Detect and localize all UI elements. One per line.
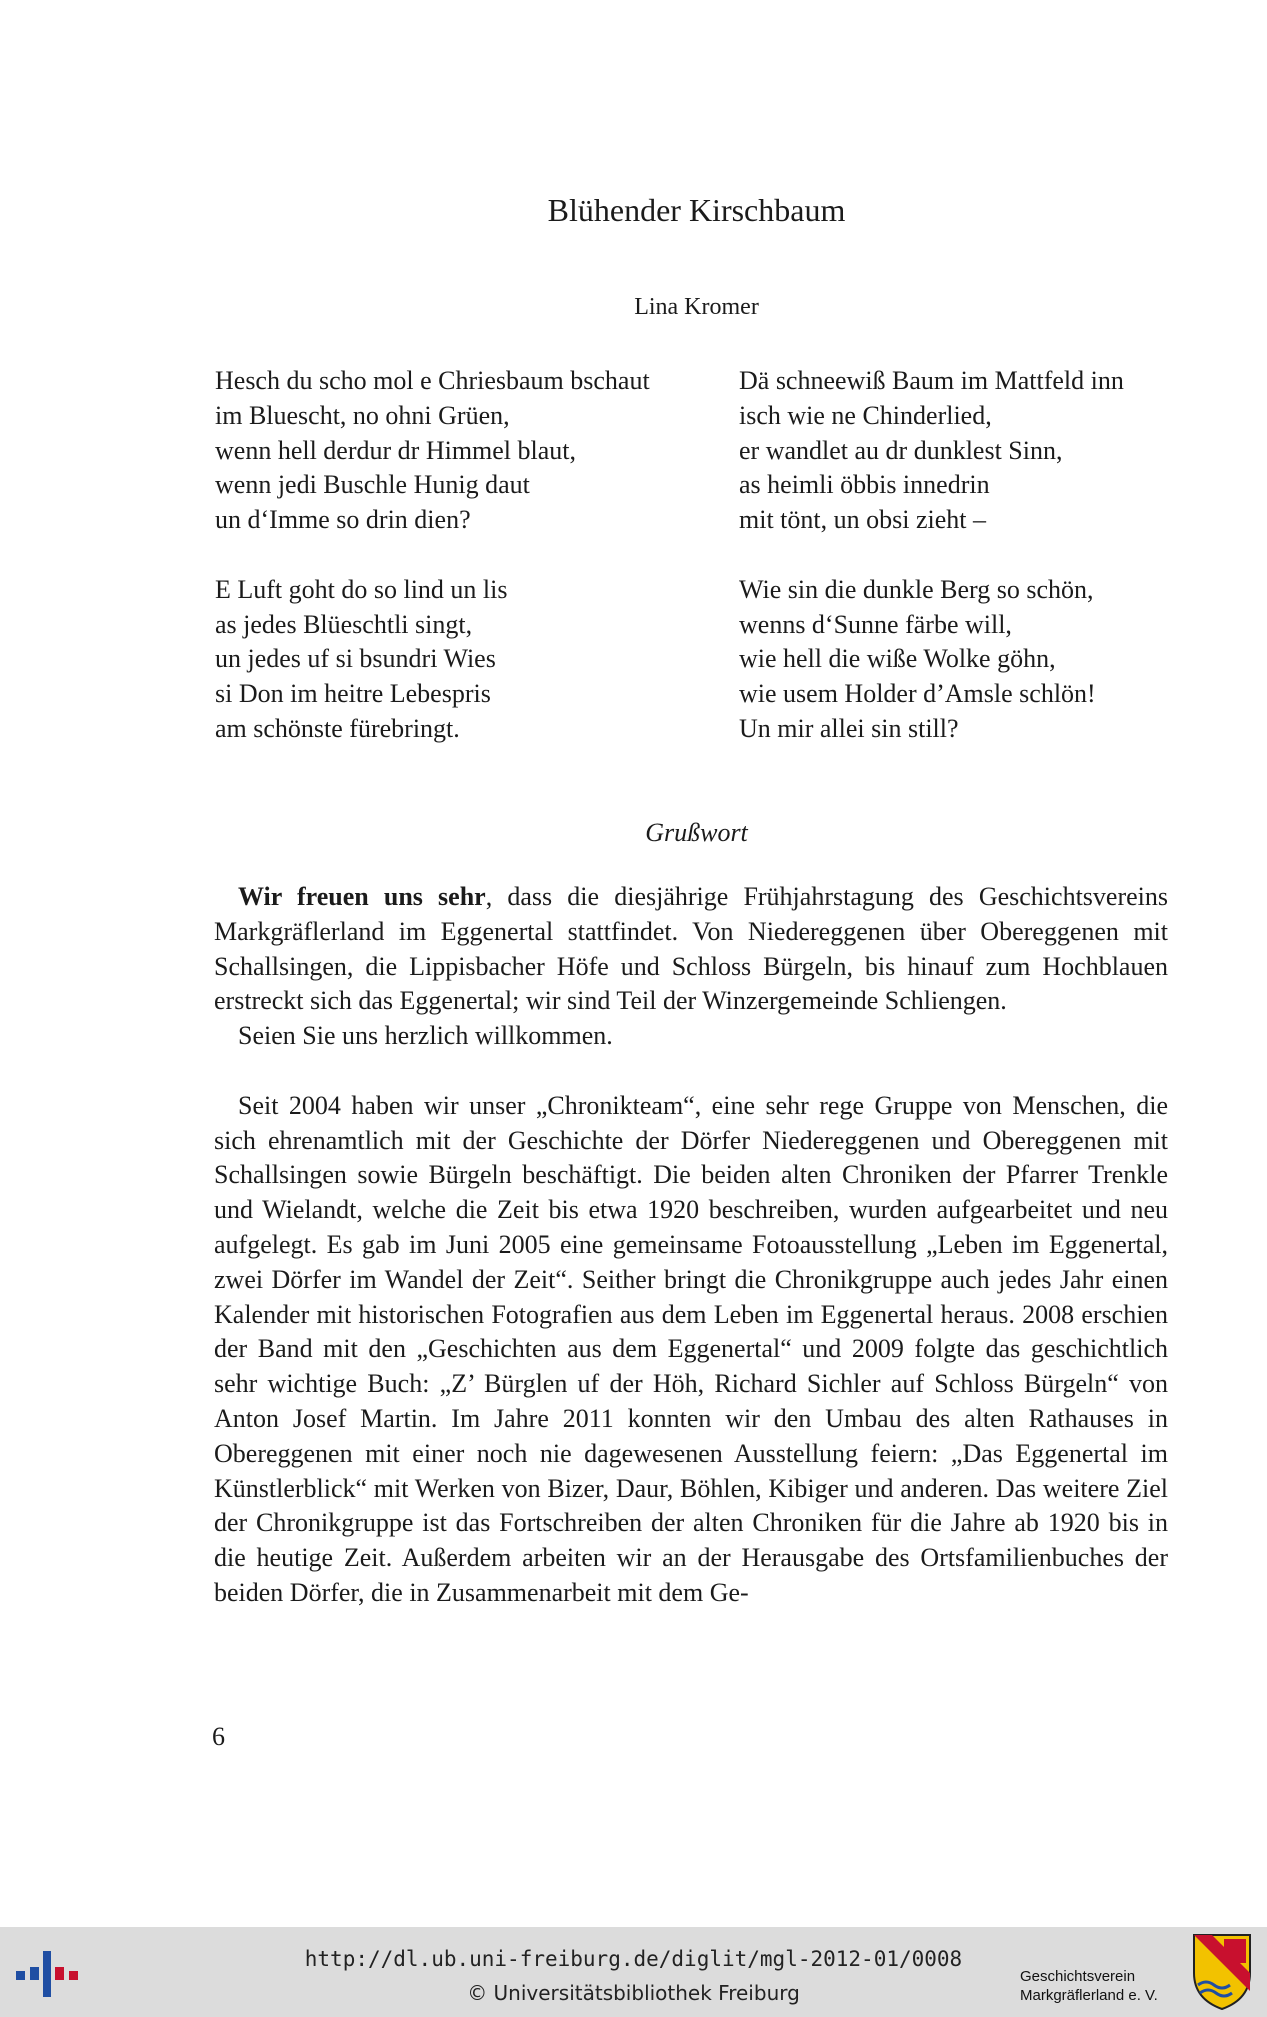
poem-line: im Bluescht, no ohni Grüen, (215, 400, 510, 430)
poem-author: Lina Kromer (634, 294, 759, 320)
paragraph: Seit 2004 haben wir unser „Chronikteam“, eine sehr rege Gruppe von Menschen, die sich ehrenamtlich mit der Geschichte der Dörfer Niedereggenen und Obereggenen mit Schallsingen sowie Bürgeln beschäftigt. Die beiden alten Chroniken der Pfarrer Trenkle und Wielandt, welche die Zeit bis etwa 1920 beschreiben, wurden aufgearbeitet und neu aufgelegt. Es gab im Juni 2005 eine gemeinsame Fotoausstellung „Leben im Eggenertal, zwei Dörfer im Wandel der Zeit“. Seither bringt die Chronikgruppe auch jedes Jahr einen Kalender mit historischen Fotografien aus dem Leben im Eggenertal heraus. 2008 erschien der Band mit den „Geschichten aus dem Eggenertal“ und 2009 folgte das geschichtlich sehr wichtige Buch: „Z’ Bürglen uf der Höh, Richard Sichler auf Schloss Bürgeln“ von Anton Josef Martin. Im Jahre 2011 konnten wir den Umbau des alten Rathauses in Obereggenen mit einer noch nie dagewesenen Ausstellung feiern: „Das Eggenertal im Künstlerblick“ mit Werken von Bizer, Daur, Böhlen, Kibiger und anderen. Das weitere Ziel der Chronikgruppe ist das Fortschreiben der alten Chroniken für die Jahre ab 1920 bis in die heutige Zeit. Außerdem arbeiten wir an der Herausgabe des Ortsfamilienbuches der beiden Dörfer, die in Zusammenarbeit mit dem Ge- (214, 1090, 1168, 1607)
poem-line: as heimli öbbis innedrin (739, 470, 990, 500)
poem-line: si Don im heitre Lebespris (215, 679, 491, 709)
poem-line: am schönste fürebringt. (215, 713, 460, 743)
paragraph-text: , dass die diesjährige Frühjahrstagung des Geschichtsvereins Markgräflerland im Eggenertal stattfindet. Von Niedereggenen über Obereggenen mit Schallsingen, die Lippisbacher Höfe und Schloss Bürgeln, bis hinauf zum Hochblauen erstreckt sich das Eggenertal; wir sind Teil der Winzergemeinde Schliengen. (214, 882, 1168, 1016)
poem-line: un d‘Imme so drin dien? (215, 505, 471, 535)
poem-line: wenn jedi Buschle Hunig daut (215, 470, 530, 500)
copyright-text: © Universitätsbibliothek Freiburg (467, 1981, 800, 2005)
poem-line: wie hell die wiße Wolke göhn, (739, 644, 1056, 674)
poem-line: as jedes Blüeschtli singt, (215, 609, 473, 639)
poem-line: wie usem Holder d’Amsle schlön! (739, 679, 1096, 709)
poem-line: er wandlet au dr dunklest Sinn, (739, 435, 1063, 465)
poem-line: wenns d‘Sunne färbe will, (739, 609, 1012, 639)
source-url-link[interactable]: http://dl.ub.uni-freiburg.de/diglit/mgl-2012-01/0008 (304, 1947, 963, 1971)
poem-line: E Luft goht do so lind un lis (215, 574, 508, 604)
poem-line: Hesch du scho mol e Chriesbaum bschaut (215, 366, 650, 395)
poem-line: isch wie ne Chinderlied, (739, 400, 992, 430)
poem-title: Blühender Kirschbaum (547, 192, 846, 228)
poem-line: wenn hell derdur dr Himmel blaut, (215, 435, 577, 465)
poem-line: mit tönt, un obsi zieht – (739, 505, 986, 535)
coat-of-arms-icon (1192, 1933, 1252, 2011)
society-line: Geschichtsverein (1020, 1968, 1136, 1985)
lead-phrase: Wir freuen uns sehr (238, 882, 486, 911)
footer-bar (0, 1927, 1267, 2017)
page-number: 6 (212, 1722, 225, 1751)
poem-line: un jedes uf si bsundri Wies (215, 644, 496, 674)
poem-line: Wie sin die dunkle Berg so schön, (739, 574, 1094, 604)
paragraph (214, 880, 1168, 1019)
society-line: Markgräflerland e. V. (1020, 1987, 1158, 2004)
society-name (1020, 1967, 1158, 2005)
greeting-body (214, 880, 1168, 1611)
paragraph: Seien Sie uns herzlich willkommen. (238, 1021, 613, 1051)
poem-right-column (739, 364, 1124, 747)
poem-left-column (215, 364, 650, 747)
poem-line: Dä schneewiß Baum im Mattfeld inn (739, 366, 1124, 395)
poem-line: Un mir allei sin still? (739, 713, 959, 743)
section-heading: Grußwort (645, 818, 748, 847)
